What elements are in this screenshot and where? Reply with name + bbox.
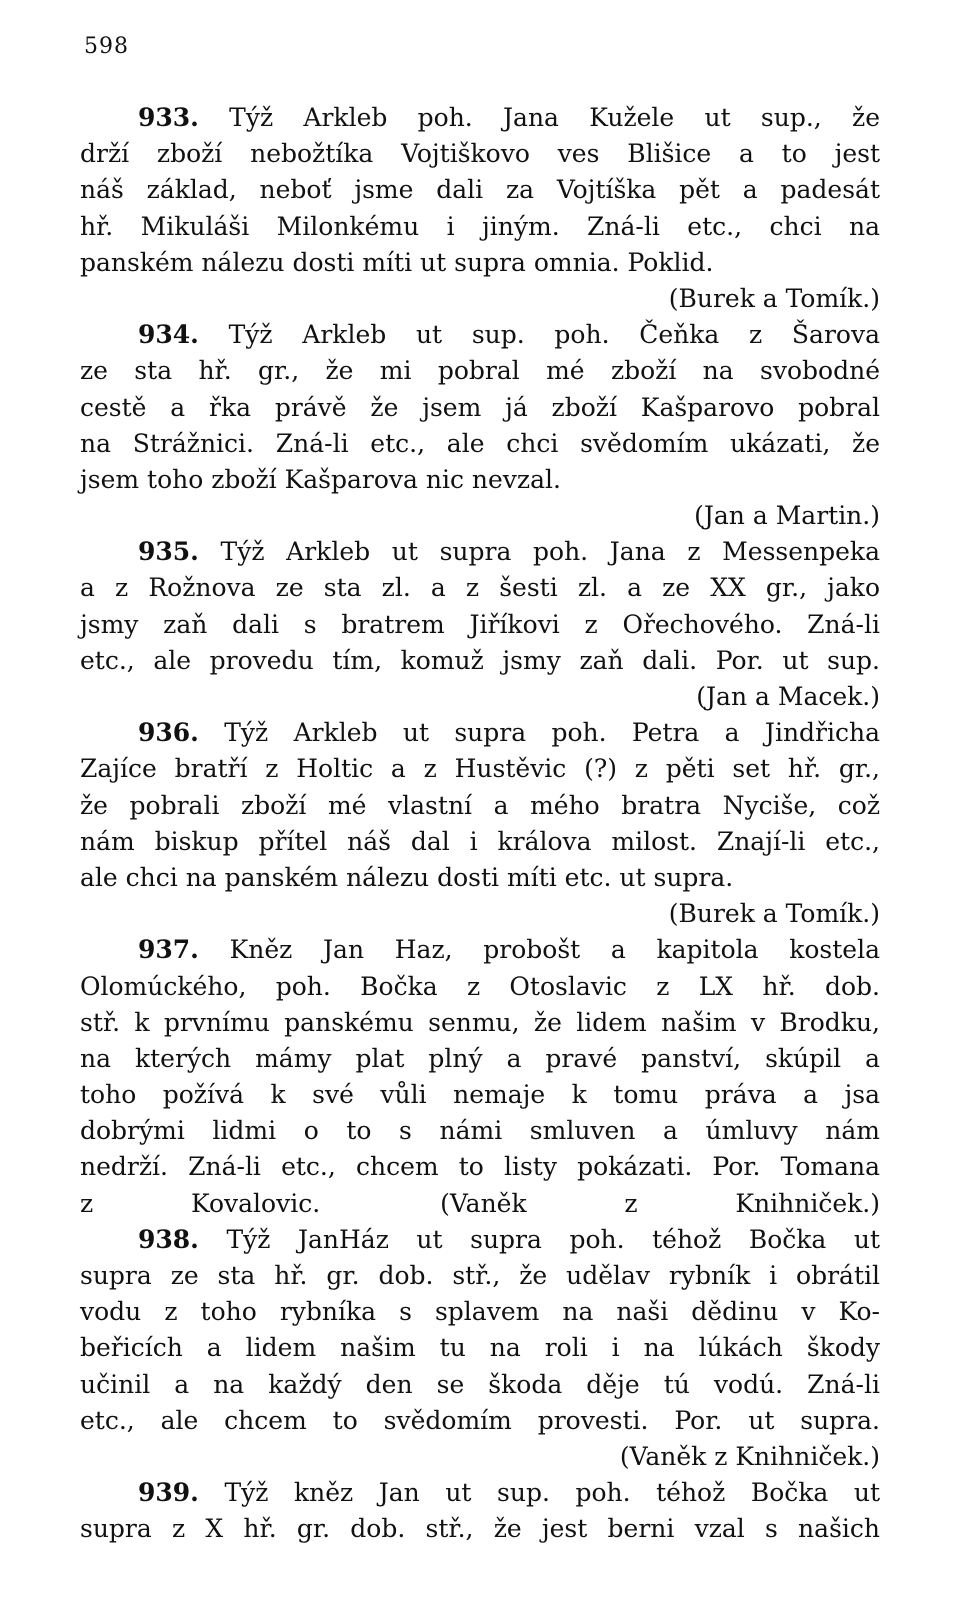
entry-number: 937. bbox=[138, 935, 199, 965]
entry-text: Kněz Jan Haz, probošt a kapitola kostela bbox=[229, 935, 880, 965]
entry-number: 938. bbox=[138, 1224, 199, 1254]
entry-939 bbox=[80, 1475, 880, 1547]
entry-judges: (Burek a Tomík.) bbox=[668, 283, 880, 313]
entry-line: beřicích a lidem našim tu na roli i na lúkách škody bbox=[80, 1333, 880, 1363]
body-text bbox=[80, 100, 880, 1548]
entry-934 bbox=[80, 317, 880, 534]
entry-line: Olomúckého, poh. Bočka z Otoslavic z LX hř. dob. bbox=[80, 971, 880, 1001]
entry-judges: (Burek a Tomík.) bbox=[668, 899, 880, 929]
entry-line: na kterých mámy plat plný a pravé panství, skúpil a bbox=[80, 1043, 880, 1073]
entry-line: ale chci na panském nálezu dosti míti etc. ut supra. bbox=[80, 862, 734, 892]
entry-line: a z Rožnova ze sta zl. a z šesti zl. a ze XX gr., jako bbox=[80, 573, 880, 603]
entry-line: učinil a na každý den se škoda děje tú vodú. Zná-li bbox=[80, 1369, 880, 1399]
entry-line: panském nálezu dosti míti ut supra omnia. Poklid. bbox=[80, 247, 714, 277]
entry-first-line bbox=[80, 932, 880, 968]
entry-text: Týž Arkleb poh. Jana Kužele ut sup., že bbox=[229, 103, 880, 132]
page-number: 598 bbox=[84, 34, 129, 59]
entry-line: Zajíce bratří z Holtic a z Hustěvic (?) z pěti set hř. gr., bbox=[80, 754, 880, 784]
entry-number: 933. bbox=[138, 103, 199, 132]
entry-tail: z Kovalovic. bbox=[80, 1188, 321, 1218]
entry-line: na Strážnici. Zná-li etc., ale chci svědomím ukázati, že bbox=[80, 428, 880, 458]
entry-line: drží zboží nebožtíka Vojtiškovo ves Blišice a to jest bbox=[80, 139, 880, 169]
entry-text: Týž Arkleb ut sup. poh. Čeňka z Šarova bbox=[228, 320, 880, 350]
entry-line: jsem toho zboží Kašparova nic nevzal. bbox=[80, 464, 561, 494]
entry-line: dobrými lidmi o to s námi smluven a úmluvy nám bbox=[80, 1116, 880, 1146]
entry-judges: (Vaněk z Knihniček.) bbox=[619, 1441, 880, 1471]
entry-line: vodu z toho rybníka s splavem na naši dědinu v Ko- bbox=[80, 1297, 880, 1327]
entry-judges: (Jan a Martin.) bbox=[694, 501, 880, 531]
entry-line: že pobrali zboží mé vlastní a mého bratra Nyciše, což bbox=[80, 790, 880, 820]
entry-text: Týž Arkleb ut supra poh. Petra a Jindřicha bbox=[224, 718, 880, 748]
entry-line: cestě a řka právě že jsem já zboží Kašparovo pobral bbox=[80, 392, 880, 422]
entry-number: 934. bbox=[138, 320, 199, 350]
entry-938 bbox=[80, 1222, 880, 1475]
entry-text: Týž JanHáz ut supra poh. téhož Bočka ut bbox=[226, 1224, 880, 1254]
entry-line: náš základ, neboť jsme dali za Vojtíška pět a padesát bbox=[80, 175, 880, 205]
entry-judges: (Vaněk z Knihniček.) bbox=[440, 1188, 880, 1218]
entry-line: nám biskup přítel náš dal i králova milost. Znají-li etc., bbox=[80, 826, 880, 856]
entry-line: etc., ale chcem to svědomím provesti. Por. ut supra. bbox=[80, 1405, 880, 1435]
entry-line: hř. Mikuláši Milonkému i jiným. Zná-li etc., chci na bbox=[80, 211, 880, 241]
entry-line: ze sta hř. gr., že mi pobral mé zboží na svobodné bbox=[80, 356, 880, 386]
entry-first-line bbox=[80, 317, 880, 353]
entry-number: 939. bbox=[138, 1478, 199, 1508]
entry-first-line bbox=[80, 100, 880, 136]
entry-935 bbox=[80, 534, 880, 715]
entry-line: stř. k prvnímu panskému senmu, že lidem našim v Brodku, bbox=[80, 1007, 880, 1037]
entry-first-line bbox=[80, 1475, 880, 1511]
entry-judges: (Jan a Macek.) bbox=[696, 682, 880, 711]
entry-936 bbox=[80, 715, 880, 932]
entry-first-line bbox=[80, 715, 880, 751]
entry-line: jsmy zaň dali s bratrem Jiříkovi z Ořechového. Zná-li bbox=[80, 609, 880, 639]
entry-line: supra ze sta hř. gr. dob. stř., že udělav rybník i obrátil bbox=[80, 1261, 880, 1290]
entry-text: Týž Arkleb ut supra poh. Jana z Messenpeka bbox=[220, 537, 880, 567]
entry-line: toho požívá k své vůli nemaje k tomu práva a jsa bbox=[80, 1080, 880, 1110]
entry-last-line bbox=[80, 1186, 880, 1222]
entry-line: etc., ale provedu tím, komuž jsmy zaň dali. Por. ut sup. bbox=[80, 645, 880, 675]
entry-first-line bbox=[80, 1222, 880, 1258]
entry-number: 935. bbox=[138, 537, 199, 567]
entry-line: nedrží. Zná-li etc., chcem to listy pokázati. Por. Tomana bbox=[80, 1152, 880, 1182]
entry-line: supra z X hř. gr. dob. stř., že jest berni vzal s našich bbox=[80, 1514, 880, 1544]
entry-number: 936. bbox=[138, 718, 199, 748]
entry-first-line bbox=[80, 534, 880, 570]
entry-933 bbox=[80, 100, 880, 317]
entry-937 bbox=[80, 932, 880, 1222]
entry-text: Týž kněz Jan ut sup. poh. téhož Bočka ut bbox=[224, 1478, 880, 1508]
